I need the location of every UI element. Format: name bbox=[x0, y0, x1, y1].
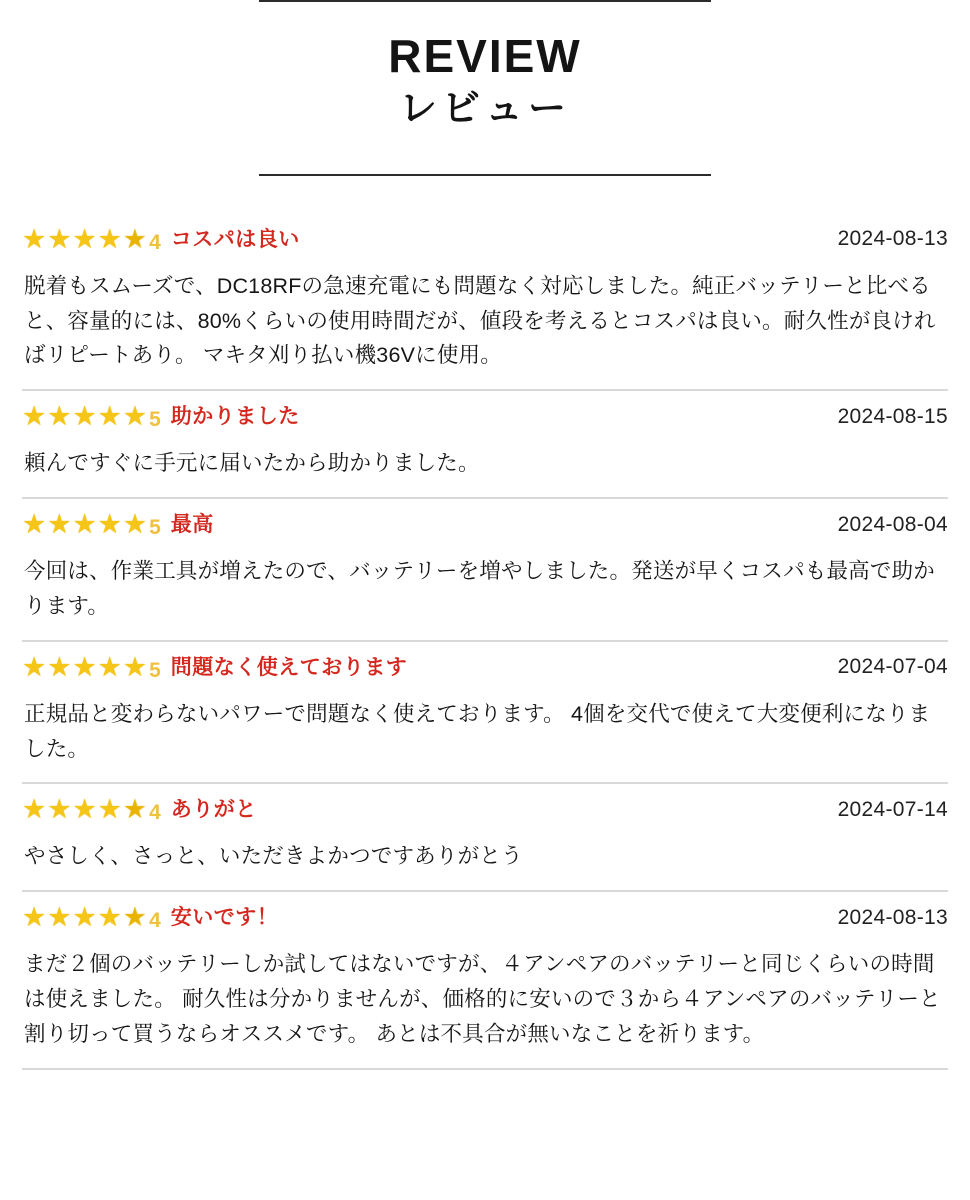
star-icon: ★ bbox=[122, 509, 148, 540]
star-icon: ★ bbox=[97, 509, 122, 540]
review-body-text: 頼んですぐに手元に届いたから助かりました。 bbox=[24, 451, 480, 476]
rating-value: 5 bbox=[149, 408, 161, 432]
review-header bbox=[22, 0, 948, 176]
header-divider-bottom bbox=[259, 174, 711, 176]
star-icon: ★ bbox=[22, 509, 47, 540]
star-icon: ★ bbox=[22, 902, 47, 933]
review-item bbox=[22, 212, 948, 391]
review-list bbox=[22, 212, 948, 1070]
star-icon: ★ bbox=[47, 223, 72, 254]
review-title: 問題なく使えております bbox=[170, 655, 408, 679]
star-icon: ★ bbox=[97, 401, 122, 432]
review-item bbox=[22, 391, 948, 499]
star-icon: ★ bbox=[47, 401, 72, 432]
review-date: 2024-08-04 bbox=[837, 512, 948, 536]
review-body-text: 正規品と変わらないパワーで問題なく使えております。 4個を交代で使えて大変便利になりました。 bbox=[24, 701, 931, 761]
star-icon: ★ bbox=[72, 401, 97, 432]
review-item bbox=[22, 784, 948, 892]
star-rating-icons bbox=[22, 223, 148, 254]
review-title: 助かりました bbox=[170, 405, 300, 429]
review-title: ありがと bbox=[170, 798, 257, 822]
star-icon: ★ bbox=[122, 651, 148, 682]
star-icon: ★ bbox=[22, 651, 47, 682]
rating-value: 4 bbox=[149, 230, 161, 254]
review-rating-group bbox=[22, 904, 278, 931]
review-item bbox=[22, 642, 948, 785]
review-header-row bbox=[22, 499, 948, 544]
star-icon: ★ bbox=[97, 902, 122, 933]
review-body-text: 脱着もスムーズで、DC18RFの急速充電にも問題なく対応しました。純正バッテリーと比べると、容量的には、80%くらいの使用時間だが、値段を考えるとコスパは良い。耐久性が良ければリピートあり。 マキタ刈り払い機36Vに使用。 bbox=[24, 273, 936, 368]
review-rating-group bbox=[22, 403, 300, 430]
star-rating-icons bbox=[22, 904, 148, 931]
review-rating-group bbox=[22, 651, 408, 682]
review-title: 安いです！ bbox=[170, 906, 279, 930]
star-icon: ★ bbox=[47, 794, 72, 825]
star-icon: ★ bbox=[72, 902, 97, 933]
review-rating-group bbox=[22, 511, 214, 538]
star-icon: ★ bbox=[72, 223, 97, 254]
header-divider-top bbox=[259, 0, 711, 2]
star-icon: ★ bbox=[72, 794, 97, 825]
review-header-row bbox=[22, 214, 948, 259]
review-header-row bbox=[22, 784, 948, 829]
rating-value: 4 bbox=[149, 801, 161, 825]
review-header-row bbox=[22, 391, 948, 436]
star-icon: ★ bbox=[122, 902, 148, 933]
review-title: 最高 bbox=[170, 513, 214, 537]
star-rating-icons bbox=[22, 651, 148, 682]
star-icon: ★ bbox=[122, 794, 148, 825]
star-icon: ★ bbox=[47, 509, 72, 540]
review-date: 2024-07-04 bbox=[837, 655, 948, 679]
star-icon: ★ bbox=[122, 223, 148, 254]
review-item bbox=[22, 499, 948, 642]
star-icon: ★ bbox=[122, 401, 148, 432]
star-rating-icons bbox=[22, 403, 148, 430]
rating-value: 4 bbox=[149, 909, 161, 933]
review-rating-group bbox=[22, 796, 257, 823]
rating-value: 5 bbox=[149, 658, 161, 682]
star-icon: ★ bbox=[72, 509, 97, 540]
star-icon: ★ bbox=[97, 651, 122, 682]
review-date: 2024-08-13 bbox=[837, 227, 948, 251]
review-header-row bbox=[22, 892, 948, 937]
review-body-text: 今回は、作業工具が増えたので、バッテリーを増やしました。発送が早くコスパも最高で助かります。 bbox=[24, 559, 935, 618]
review-rating-group bbox=[22, 223, 300, 254]
star-icon: ★ bbox=[22, 223, 47, 254]
star-rating-icons bbox=[22, 511, 148, 538]
review-body-text: まだ２個のバッテリーしか試してはないですが、４アンペアのバッテリーと同じくらいの時間は使えました。 耐久性は分かりませんが、価格的に安いので３から４アンペアのバッテリーと割り切って買うならオススメです。 あとは不具合が無いなことを祈ります。 bbox=[24, 952, 941, 1046]
review-date: 2024-08-15 bbox=[837, 404, 948, 428]
star-icon: ★ bbox=[47, 902, 72, 933]
star-icon: ★ bbox=[47, 651, 72, 682]
review-item bbox=[22, 892, 948, 1069]
review-date: 2024-08-13 bbox=[837, 905, 948, 929]
star-icon: ★ bbox=[22, 401, 47, 432]
review-title: コスパは良い bbox=[170, 227, 300, 251]
review-date: 2024-07-14 bbox=[837, 797, 948, 821]
page-title-ja: レビュー bbox=[398, 88, 571, 131]
star-rating-icons bbox=[22, 796, 148, 823]
star-icon: ★ bbox=[22, 794, 47, 825]
page-title-en: REVIEW bbox=[388, 30, 582, 82]
review-body-text: やさしく、さっと、いただきよかつですありがとう bbox=[24, 844, 523, 869]
star-icon: ★ bbox=[97, 223, 122, 254]
star-icon: ★ bbox=[72, 651, 97, 682]
review-header-row bbox=[22, 642, 948, 687]
rating-value: 5 bbox=[149, 516, 161, 540]
star-icon: ★ bbox=[97, 794, 122, 825]
